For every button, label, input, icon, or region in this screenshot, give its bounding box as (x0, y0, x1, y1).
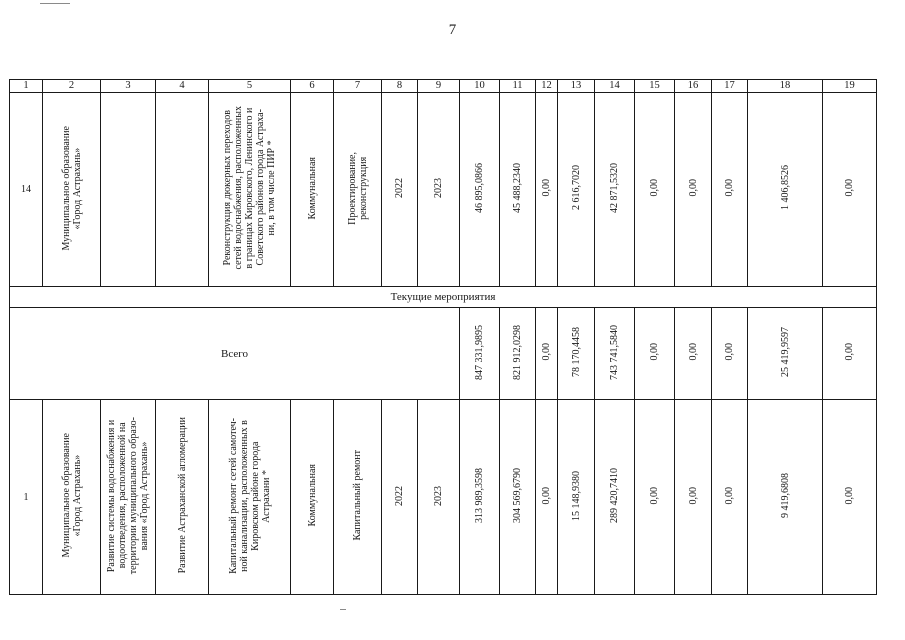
row-number: 1 (10, 400, 43, 595)
value-cell: 0,00 (675, 400, 712, 595)
financing-table (9, 79, 877, 595)
column-number: 11 (500, 80, 536, 93)
column-number: 10 (460, 80, 500, 93)
value-cell: 9 419,6808 (748, 400, 823, 595)
page-number: 7 (448, 22, 457, 38)
column-number: 3 (101, 80, 156, 93)
scan-artifact (40, 3, 70, 4)
total-value-cell: 0,00 (675, 308, 712, 400)
column-number-row (10, 80, 877, 93)
value-cell: 304 569,6790 (500, 400, 536, 595)
table-row (10, 93, 877, 287)
total-value-cell: 821 912,0298 (500, 308, 536, 400)
section-row (10, 286, 877, 307)
total-value-cell: 0,00 (712, 308, 748, 400)
value-cell: 46 895,0866 (460, 93, 500, 287)
end-year-cell: 2023 (418, 400, 460, 595)
total-label: Всего (10, 308, 460, 400)
program-cell: Развитие системы водоснабжения и водоотведения, расположенной на территории муниципального образо- вания «Город Астрахань» (101, 400, 156, 595)
municipality-cell: Муниципальное образование «Город Астрахань» (43, 93, 101, 287)
value-cell: 0,00 (675, 93, 712, 287)
column-number: 17 (712, 80, 748, 93)
total-value-cell: 25 419,9597 (748, 308, 823, 400)
column-number: 19 (823, 80, 877, 93)
column-number: 16 (675, 80, 712, 93)
column-number: 8 (382, 80, 418, 93)
value-cell: 0,00 (823, 400, 877, 595)
value-cell: 313 989,3598 (460, 400, 500, 595)
column-number: 4 (156, 80, 209, 93)
total-row (10, 308, 877, 400)
row-number: 14 (10, 93, 43, 287)
program-cell (101, 93, 156, 287)
section-title: Текущие мероприятия (10, 286, 877, 307)
value-cell: 289 420,7410 (595, 400, 635, 595)
value-cell: 0,00 (635, 400, 675, 595)
value-cell: 45 488,2340 (500, 93, 536, 287)
total-value-cell: 0,00 (536, 308, 558, 400)
work-type-cell: Капитальный ремонт (334, 400, 382, 595)
sphere-cell: Коммунальная (291, 93, 334, 287)
scan-artifact (340, 609, 346, 610)
column-number: 12 (536, 80, 558, 93)
total-value-cell: 78 170,4458 (558, 308, 595, 400)
agglomeration-cell: Развитие Астраханской агломерации (156, 400, 209, 595)
work-type-cell: Проектирование, реконструкция (334, 93, 382, 287)
column-number: 18 (748, 80, 823, 93)
total-value-cell: 743 741,5840 (595, 308, 635, 400)
column-number: 5 (209, 80, 291, 93)
column-number: 13 (558, 80, 595, 93)
column-number: 15 (635, 80, 675, 93)
table-row (10, 400, 877, 595)
total-value-cell: 847 331,9895 (460, 308, 500, 400)
value-cell: 15 148,9380 (558, 400, 595, 595)
municipality-cell: Муниципальное образование «Город Астрахань» (43, 400, 101, 595)
sphere-cell: Коммунальная (291, 400, 334, 595)
column-number: 1 (10, 80, 43, 93)
start-year-cell: 2022 (382, 400, 418, 595)
column-number: 6 (291, 80, 334, 93)
column-number: 9 (418, 80, 460, 93)
agglomeration-cell (156, 93, 209, 287)
value-cell: 42 871,5320 (595, 93, 635, 287)
total-value-cell: 0,00 (635, 308, 675, 400)
value-cell: 1 406,8526 (748, 93, 823, 287)
end-year-cell: 2023 (418, 93, 460, 287)
start-year-cell: 2022 (382, 93, 418, 287)
value-cell: 0,00 (823, 93, 877, 287)
description-cell: Реконструкция дюкерных переходов сетей водоснабжения, расположенных в границах Кировского, Ленинского и Советского районов города Астраха- ни, в том числе ПИР * (209, 93, 291, 287)
column-number: 7 (334, 80, 382, 93)
value-cell: 0,00 (712, 400, 748, 595)
value-cell: 0,00 (536, 93, 558, 287)
value-cell: 0,00 (635, 93, 675, 287)
value-cell: 2 616,7020 (558, 93, 595, 287)
total-value-cell: 0,00 (823, 308, 877, 400)
column-number: 2 (43, 80, 101, 93)
value-cell: 0,00 (712, 93, 748, 287)
column-number: 14 (595, 80, 635, 93)
value-cell: 0,00 (536, 400, 558, 595)
description-cell: Капитальный ремонт сетей самотеч- ной канализации, расположенных в Кировском районе города Астрахани * (209, 400, 291, 595)
